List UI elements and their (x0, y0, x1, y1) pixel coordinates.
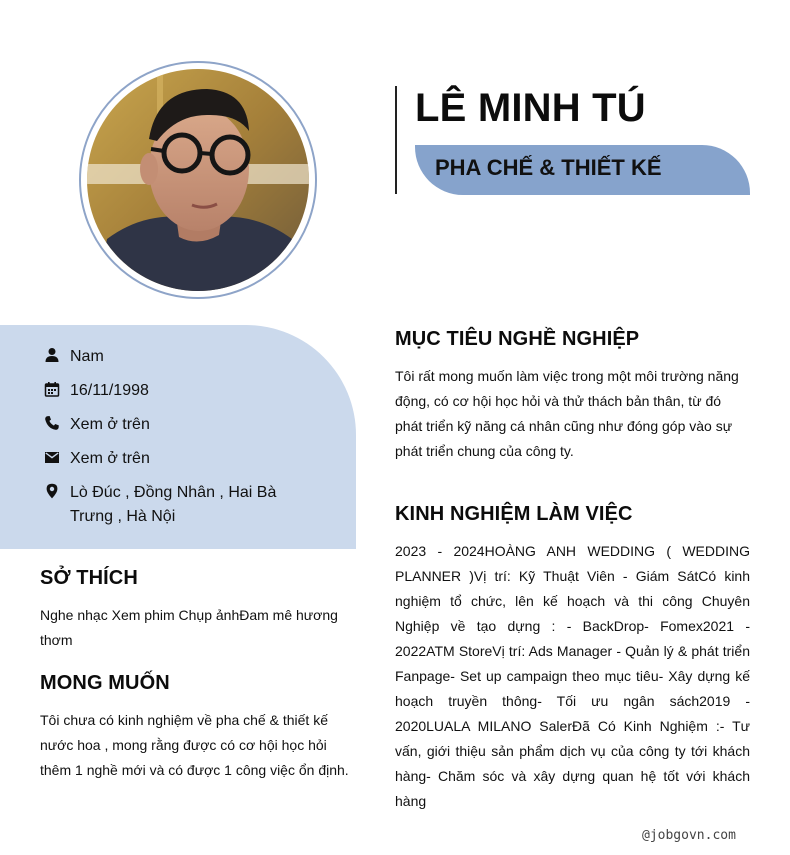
contact-email (44, 447, 290, 471)
contact-text: Xem ở trên (70, 416, 150, 433)
wishes-heading: MONG MUỐN (40, 672, 170, 694)
candidate-name: LÊ MINH TÚ (415, 86, 646, 130)
calendar-icon (44, 381, 60, 397)
mail-icon (44, 449, 60, 465)
source-watermark: @jobgovn.com (642, 828, 736, 843)
contact-text: Nam (70, 348, 104, 365)
contact-text: Xem ở trên (70, 450, 150, 467)
contact-phone (44, 413, 290, 437)
contact-birthday (44, 379, 290, 403)
contact-text: 16/11/1998 (70, 382, 149, 399)
avatar (87, 69, 309, 291)
role-title: PHA CHẾ & THIẾT KẾ (435, 155, 662, 180)
objective-heading: MỤC TIÊU NGHỀ NGHIỆP (395, 328, 640, 350)
hobbies-heading: SỞ THÍCH (40, 567, 138, 589)
contact-text: Lò Đúc , Đồng Nhân , Hai Bà Trưng , Hà Nội (70, 484, 277, 525)
hobbies-text: Nghe nhạc Xem phim Chụp ảnhĐam mê hương thơm (40, 607, 338, 648)
experience-heading: KINH NGHIỆM LÀM VIỆC (395, 503, 633, 525)
location-pin-icon (44, 483, 60, 499)
name-divider (395, 86, 397, 194)
person-icon (44, 347, 60, 363)
objective-text: Tôi rất mong muốn làm việc trong một môi trường năng động, có cơ hội học hỏi và thử thách bản thân, từ đó phát triển kỹ năng cá nhân cũng như đóng góp vào sự phát triển chung của công ty. (395, 368, 739, 459)
contact-address (44, 481, 285, 529)
phone-icon (44, 415, 60, 431)
role-badge (415, 145, 750, 195)
wishes-text: Tôi chưa có kinh nghiệm về pha chế & thiết kế nước hoa , mong rằng được có cơ hội học hỏi thêm 1 nghề mới và có được 1 công việc ổn định. (40, 712, 349, 778)
contact-gender (44, 345, 290, 369)
experience-text: 2023 - 2024HOÀNG ANH WEDDING ( WEDDING PLANNER )Vị trí: Kỹ Thuật Viên - Giám SátCó kinh nghiệm tổ chức, lên kế hoạch và thi công Chuyên Nghiệp về tạo dựng : - BackDrop- Fomex2021 - 2022ATM StoreVị trí: Ads Manager - Quản lý & phát triển Fanpage- Set up campaign theo mục tiêu- Xây dựng kế hoạch truyền thông- Tối ưu ngân sách2019 - 2020LUALA MILANO SalerĐã Có Kinh Nghiệm :- Tư vấn, giới thiệu sản phẩm dịch vụ của công ty tới khách hàng- Chăm sóc và xây dựng quan hệ tốt với khách hàng (395, 543, 750, 809)
